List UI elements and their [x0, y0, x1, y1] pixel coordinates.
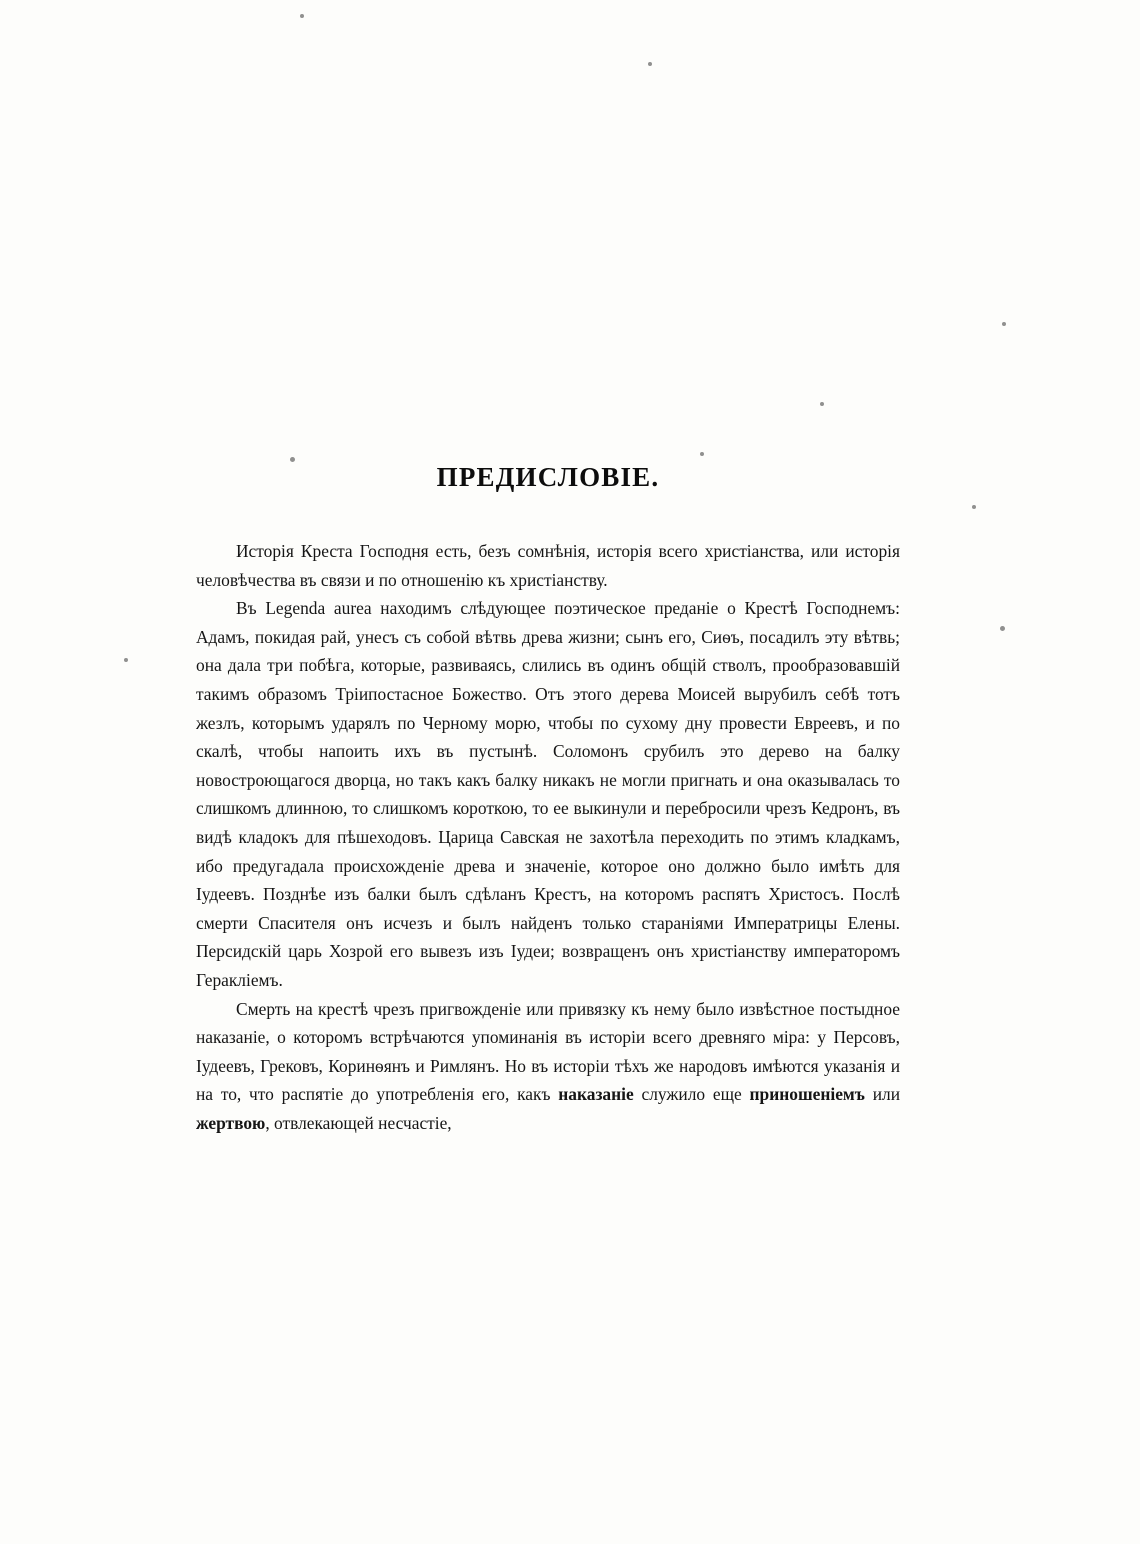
scan-speck [1000, 626, 1005, 631]
scan-speck [820, 402, 824, 406]
scan-speck [972, 505, 976, 509]
paragraph-text-segment: Смерть на крестѣ чрезъ пригвожденіе или привязку къ нему было извѣстное постыдное наказаніе, о которомъ встрѣчаются упоминанія въ исторіи всего древняго міра: у Персовъ, Іудеевъ, Грековъ, Коринѳянъ и Римлянъ. Но въ исторіи тѣхъ же народовъ имѣются указанія и на то, что распятіе до употребленія его, какъ [196, 998, 900, 1105]
scan-speck [300, 14, 304, 18]
document-body [196, 462, 900, 1137]
paragraph-text-segment: или [864, 1084, 901, 1105]
emphasis-zhertva: жертвою [196, 1112, 266, 1133]
scan-speck [700, 452, 704, 456]
scan-speck [124, 658, 128, 662]
emphasis-prinoshenie: приношеніемъ [749, 1084, 865, 1105]
page-title: ПРЕДИСЛОВІЕ. [436, 462, 660, 492]
paragraph-text-segment: служило еще [633, 1084, 750, 1105]
scan-speck [648, 62, 652, 66]
paragraph: Исторія Креста Господня есть, безъ сомнѣнія, исторія всего христіанства, или исторія человѣчества въ связи и по отношенію къ христіанству. [196, 541, 900, 590]
paragraph: Въ Legenda aurea находимъ слѣдующее поэтическое преданіе о Крестѣ Господнемъ: Адамъ, покидая рай, унесъ съ собой вѣтвь древа жизни; сынъ его, Сиѳъ, посадилъ эту вѣтвь; она дала три побѣга, которые, развиваясь, слились въ одинъ общій стволъ, прообразовавшій такимъ образомъ Тріипостасное Божество. Отъ этого дерева Моисей вырубилъ себѣ тотъ жезлъ, которымъ ударялъ по Черному морю, чтобы по сухому дну провести Евреевъ, и по скалѣ, чтобы напоить ихъ въ пустынѣ. Соломонъ срубилъ это дерево на балку новостроющагося дворца, но такъ какъ балку никакъ не могли пригнать и она оказывалась то слишкомъ длинною, то слишкомъ короткою, то ее выкинули и перебросили чрезъ Кедронъ, въ видѣ кладокъ для пѣшеходовъ. Царица Савская не захотѣла переходить по этимъ кладкамъ, ибо предугадала происхожденіе древа и значеніе, которое оно должно было имѣть для Іудеевъ. Позднѣе изъ балки былъ сдѣланъ Крестъ, на которомъ распятъ Христосъ. Послѣ смерти Спасителя онъ исчезъ и былъ найденъ только стараніями Императрицы Елены. Персидскій царь Хозрой его вывезъ изъ Іудеи; возвращенъ онъ христіанству императоромъ Геракліемъ. [196, 598, 900, 990]
paragraph-with-emphasis [196, 995, 900, 1138]
emphasis-nakazanie: наказаніе [558, 1084, 634, 1105]
paragraph-text-segment: , отвлекающей несчастіе, [265, 1112, 452, 1133]
scan-speck [1002, 322, 1006, 326]
